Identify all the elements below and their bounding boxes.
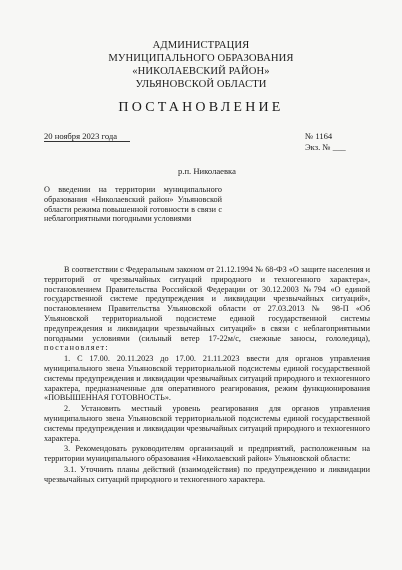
header-line-2: МУНИЦИПАЛЬНОГО ОБРАЗОВАНИЯ — [108, 53, 294, 64]
paragraph-2: 2. Установить местный уровень реагирования для органов управления муниципального звена Ульяновской территориальной подсистемы единой государственной системы предупреждения и ликвидации чрезвычайных ситуаций природного и техногенного характера. — [44, 404, 370, 443]
document-date: 20 ноября 2023 года — [44, 131, 118, 141]
preamble-keyword: постановляет: — [44, 343, 109, 353]
paragraph-1: 1. С 17.00. 20.11.2023 до 17.00. 21.11.2023 ввести для органов управления муниципального звена Ульяновской территориальной подсистемы единой государственной системы предупреждения и ликвидации чрезвычайных ситуаций природного и техногенного характера, предназначенные для оперативного реагирования, режим функционирования «ПОВЫШЕННАЯ ГОТОВНОСТЬ». — [44, 354, 370, 403]
document-subject: О введении на территории муниципального образования «Николаевский район» Ульяновской области режима повышенной готовности в связи с неблагоприятными погодными условиями — [44, 185, 222, 224]
paragraph-3-1: 3.1. Уточнить планы действий (взаимодействия) по предупреждению и ликвидации чрезвычайных ситуаций природного и техногенного характера. — [44, 464, 370, 484]
document-title: ПОСТАНОВЛЕНИЕ — [118, 100, 284, 115]
preamble-text: В соответствии с Федеральным законом от 21.12.1994 № 68-ФЗ «О защите населения и территорий от чрезвычайных ситуаций природного и техногенного характера», постановлением Правительства Российской Федерации от 30.12.2003 №794 «О единой государственной системе предупреждения и ликвидации чрезвычайных ситуаций», постановлением Правительства Ульяновской области от 27.03.2013 № 98-П «Об Ульяновской территориальной подсистеме единой государственной системы предупреждения и ликвидации чрезвычайных ситуаций» в связи с неблагоприятными погодными условиями (сильный ветер 17-22м/с, снежные заносы, гололедица), — [44, 265, 370, 343]
document-place: р.п. Николаевка — [178, 166, 236, 176]
document-body — [44, 265, 370, 485]
document-number: № 1164 — [305, 131, 333, 141]
copy-number: Экз. № ___ — [305, 142, 346, 152]
header-line-3: «НИКОЛАЕВСКИЙ РАЙОН» — [132, 66, 270, 77]
paragraph-preamble — [44, 265, 370, 353]
header-line-1: АДМИНИСТРАЦИЯ — [152, 40, 250, 51]
header-line-4: УЛЬЯНОВСКОЙ ОБЛАСТИ — [135, 79, 267, 90]
date-underline — [44, 141, 130, 142]
paragraph-3: 3. Рекомендовать руководителям организаций и предприятий, расположенным на территории муниципального образования «Николаевский район» Ульяновской области: — [44, 444, 370, 464]
